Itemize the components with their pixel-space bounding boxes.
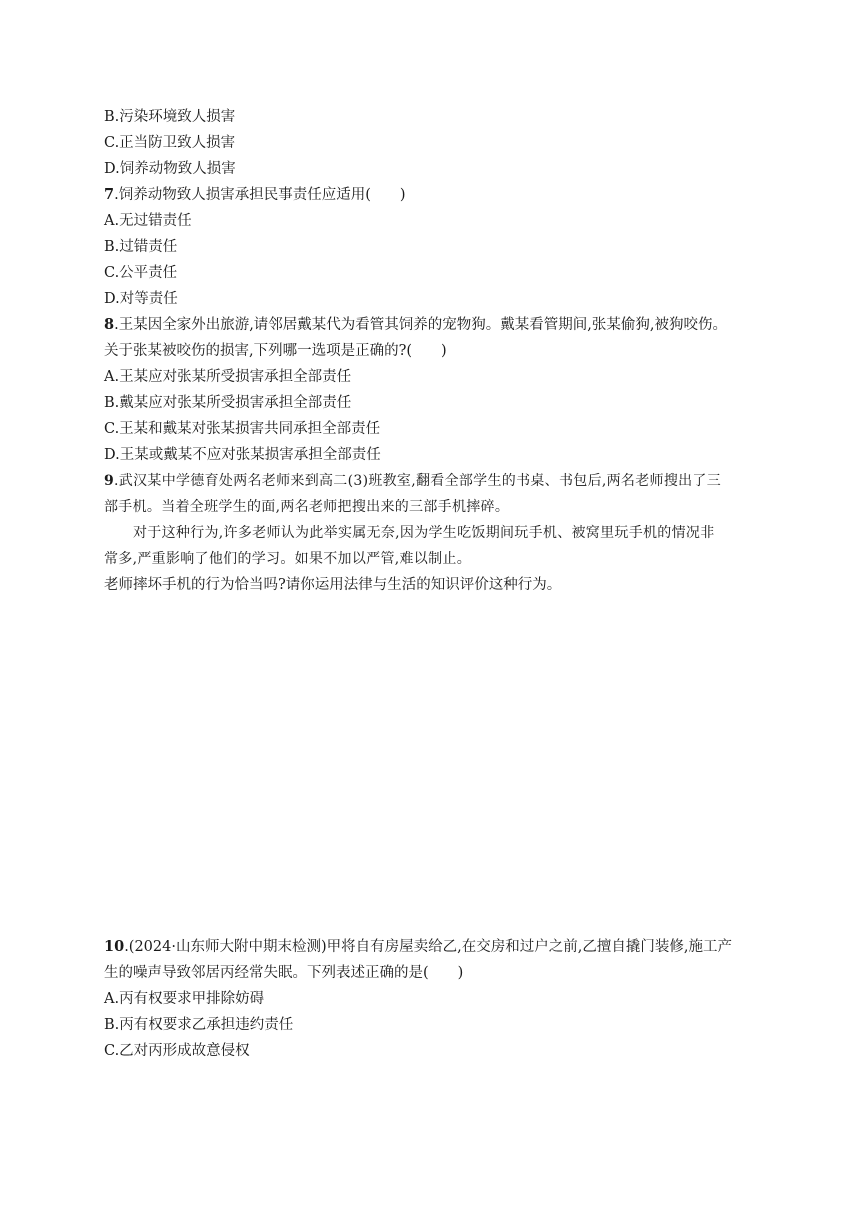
question-prompt: 老师摔坏手机的行为恰当吗?请你运用法律与生活的知识评价这种行为。 <box>104 577 562 593</box>
question-text: .(2024·山东师大附中期末检测)甲将自有房屋卖给乙,在交房和过户之前,乙擅自撬门装修,施工产 <box>124 939 732 955</box>
option-c: C.乙对丙形成故意侵权 <box>104 1043 250 1059</box>
question-number: 7 <box>104 186 115 203</box>
material-line: 部手机。当着全班学生的面,两名老师把搜出来的三部手机摔碎。 <box>104 499 510 515</box>
question-stem <box>104 182 764 208</box>
option-a: A.王某应对张某所受损害承担全部责任 <box>104 369 352 385</box>
option-d: D.王某或戴某不应对张某损害承担全部责任 <box>104 447 381 463</box>
question-text: .王某因全家外出旅游,请邻居戴某代为看管其饲养的宠物狗。戴某看管期间,张某偷狗,被狗咬伤。 <box>114 317 728 333</box>
question-number: 9 <box>104 473 115 489</box>
material-text <box>104 468 764 494</box>
question-6-options <box>104 104 764 182</box>
option-b: B.过错责任 <box>104 239 178 255</box>
exam-page <box>104 104 764 1064</box>
question-stem <box>104 934 764 960</box>
option-d: D.饲养动物致人损害 <box>104 161 236 177</box>
option-c: C.王某和戴某对张某损害共同承担全部责任 <box>104 421 381 437</box>
option-a: A.丙有权要求甲排除妨碍 <box>104 991 265 1007</box>
option-b: B.污染环境致人损害 <box>104 109 236 125</box>
option-b: B.丙有权要求乙承担违约责任 <box>104 1017 294 1033</box>
material-line: 常多,严重影响了他们的学习。如果不加以严管,难以制止。 <box>104 551 471 567</box>
question-8 <box>104 312 764 468</box>
question-7 <box>104 182 764 312</box>
option-a: A.无过错责任 <box>104 213 192 229</box>
question-text: .饲养动物致人损害承担民事责任应适用( ) <box>114 187 406 203</box>
question-text-continued: 生的噪声导致邻居丙经常失眠。下列表述正确的是( ) <box>104 965 464 981</box>
option-d: D.对等责任 <box>104 291 178 307</box>
answer-space <box>104 598 764 934</box>
question-9 <box>104 468 764 934</box>
material-line: 对于这种行为,许多老师认为此举实属无奈,因为学生吃饭期间玩手机、被窝里玩手机的情况非 <box>133 525 715 541</box>
question-stem <box>104 312 764 338</box>
material-line: .武汉某中学德育处两名老师来到高二(3)班教室,翻看全部学生的书桌、书包后,两名老师搜出了三 <box>114 473 722 489</box>
option-c: C.正当防卫致人损害 <box>104 135 236 151</box>
question-number: 8 <box>104 316 115 333</box>
option-b: B.戴某应对张某所受损害承担全部责任 <box>104 395 352 411</box>
option-c: C.公平责任 <box>104 265 178 281</box>
question-10 <box>104 934 764 1064</box>
question-text-continued: 关于张某被咬伤的损害,下列哪一选项是正确的?( ) <box>104 343 447 359</box>
question-number: 10 <box>104 938 125 955</box>
